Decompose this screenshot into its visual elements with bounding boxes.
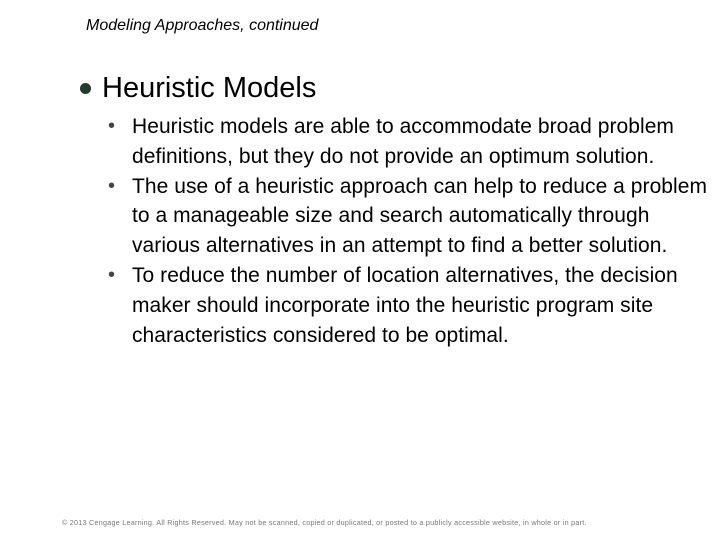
main-bullet-point xyxy=(80,70,316,106)
sub-bullet-list xyxy=(108,112,708,350)
sub-bullet-item xyxy=(108,261,708,350)
slide-header: Modeling Approaches, continued xyxy=(86,17,319,34)
copyright-footer: © 2013 Cengage Learning. All Rights Reserved. May not be scanned, copied or duplicated, or posted to a publicly accessible website, in whole or in part. xyxy=(62,518,587,527)
sub-bullet-text: Heuristic models are able to accommodate broad problem definitions, but they do not provide an optimum solution. xyxy=(132,115,674,168)
main-point-text: Heuristic Models xyxy=(102,72,317,104)
bullet-icon: • xyxy=(108,263,116,286)
sub-bullet-item xyxy=(108,172,708,261)
sub-bullet-text: To reduce the number of location alternatives, the decision maker should incorporate into the heuristic program site characteristics considered to be optimal. xyxy=(132,263,678,347)
sub-bullet-text: The use of a heuristic approach can help to reduce a problem to a manageable size and search automatically through various alternatives in an attempt to find a better solution. xyxy=(132,174,708,258)
bullet-icon: • xyxy=(108,174,116,197)
sub-bullet-item xyxy=(108,112,708,172)
bullet-icon: • xyxy=(108,115,116,137)
round-bullet-icon xyxy=(80,83,91,94)
